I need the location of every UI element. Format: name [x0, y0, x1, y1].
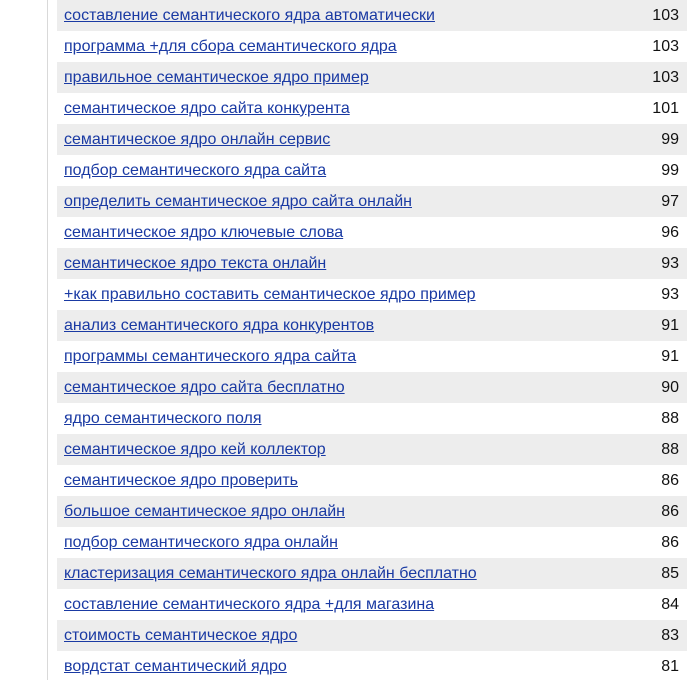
keyword-phrase-link[interactable]: составление семантического ядра автоматически — [64, 6, 435, 24]
keyword-phrase-link[interactable]: ядро семантического поля — [64, 409, 262, 427]
table-row — [57, 620, 687, 651]
search-count: 93 — [661, 285, 679, 303]
search-count: 91 — [661, 347, 679, 365]
table-row — [57, 217, 687, 248]
search-count: 101 — [652, 99, 679, 117]
keyword-phrase-link[interactable]: подбор семантического ядра сайта — [64, 161, 327, 179]
table-row — [57, 434, 687, 465]
keyword-phrase-link[interactable]: стоимость семантическое ядро — [64, 626, 298, 644]
keyword-phrase-link[interactable]: семантическое ядро сайта бесплатно — [64, 378, 345, 396]
search-count: 86 — [661, 471, 679, 489]
search-count: 88 — [661, 440, 679, 458]
search-count: 103 — [652, 6, 679, 24]
keyword-phrase-link[interactable]: подбор семантического ядра онлайн — [64, 533, 338, 551]
search-count: 103 — [652, 68, 679, 86]
search-count: 81 — [661, 657, 679, 675]
table-row — [57, 558, 687, 589]
search-count: 91 — [661, 316, 679, 334]
search-count: 88 — [661, 409, 679, 427]
table-row — [57, 124, 687, 155]
search-count: 99 — [661, 161, 679, 179]
table-row — [57, 93, 687, 124]
keyword-phrase-link[interactable]: кластеризация семантического ядра онлайн бесплатно — [64, 564, 477, 582]
keyword-phrase-link[interactable]: определить семантическое ядро сайта онлайн — [64, 192, 412, 210]
keyword-phrase-link[interactable]: вордстат семантический ядро — [64, 657, 287, 675]
table-row — [57, 465, 687, 496]
search-count: 93 — [661, 254, 679, 272]
table-row — [57, 155, 687, 186]
keyword-phrase-link[interactable]: программы семантического ядра сайта — [64, 347, 357, 365]
keyword-phrase-link[interactable]: большое семантическое ядро онлайн — [64, 502, 345, 520]
keyword-phrase-link[interactable]: программа +для сбора семантического ядра — [64, 37, 397, 55]
search-count: 85 — [661, 564, 679, 582]
search-count: 103 — [652, 37, 679, 55]
search-count: 96 — [661, 223, 679, 241]
search-count: 86 — [661, 533, 679, 551]
table-row — [57, 31, 687, 62]
keyword-phrase-link[interactable]: правильное семантическое ядро пример — [64, 68, 369, 86]
table-row — [57, 372, 687, 403]
search-count: 83 — [661, 626, 679, 644]
table-row — [57, 403, 687, 434]
table-row — [57, 496, 687, 527]
search-count: 99 — [661, 130, 679, 148]
left-gutter — [0, 0, 48, 680]
table-row — [57, 651, 687, 682]
keyword-phrase-link[interactable]: семантическое ядро кей коллектор — [64, 440, 326, 458]
table-row — [57, 341, 687, 372]
keyword-phrase-link[interactable]: семантическое ядро ключевые слова — [64, 223, 344, 241]
table-row — [57, 0, 687, 31]
keyword-results-table — [57, 0, 687, 682]
keyword-phrase-link[interactable]: анализ семантического ядра конкурентов — [64, 316, 375, 334]
keyword-phrase-link[interactable]: семантическое ядро онлайн сервис — [64, 130, 331, 148]
keyword-phrase-link[interactable]: семантическое ядро проверить — [64, 471, 298, 489]
keyword-phrase-link[interactable]: семантическое ядро текста онлайн — [64, 254, 327, 272]
table-row — [57, 279, 687, 310]
table-row — [57, 589, 687, 620]
table-row — [57, 527, 687, 558]
search-count: 97 — [661, 192, 679, 210]
keyword-phrase-link[interactable]: составление семантического ядра +для магазина — [64, 595, 435, 613]
table-row — [57, 310, 687, 341]
table-row — [57, 186, 687, 217]
table-row — [57, 62, 687, 93]
keyword-phrase-link[interactable]: семантическое ядро сайта конкурента — [64, 99, 350, 117]
keyword-phrase-link[interactable]: +как правильно составить семантическое ядро пример — [64, 285, 476, 303]
search-count: 86 — [661, 502, 679, 520]
search-count: 84 — [661, 595, 679, 613]
table-row — [57, 248, 687, 279]
search-count: 90 — [661, 378, 679, 396]
